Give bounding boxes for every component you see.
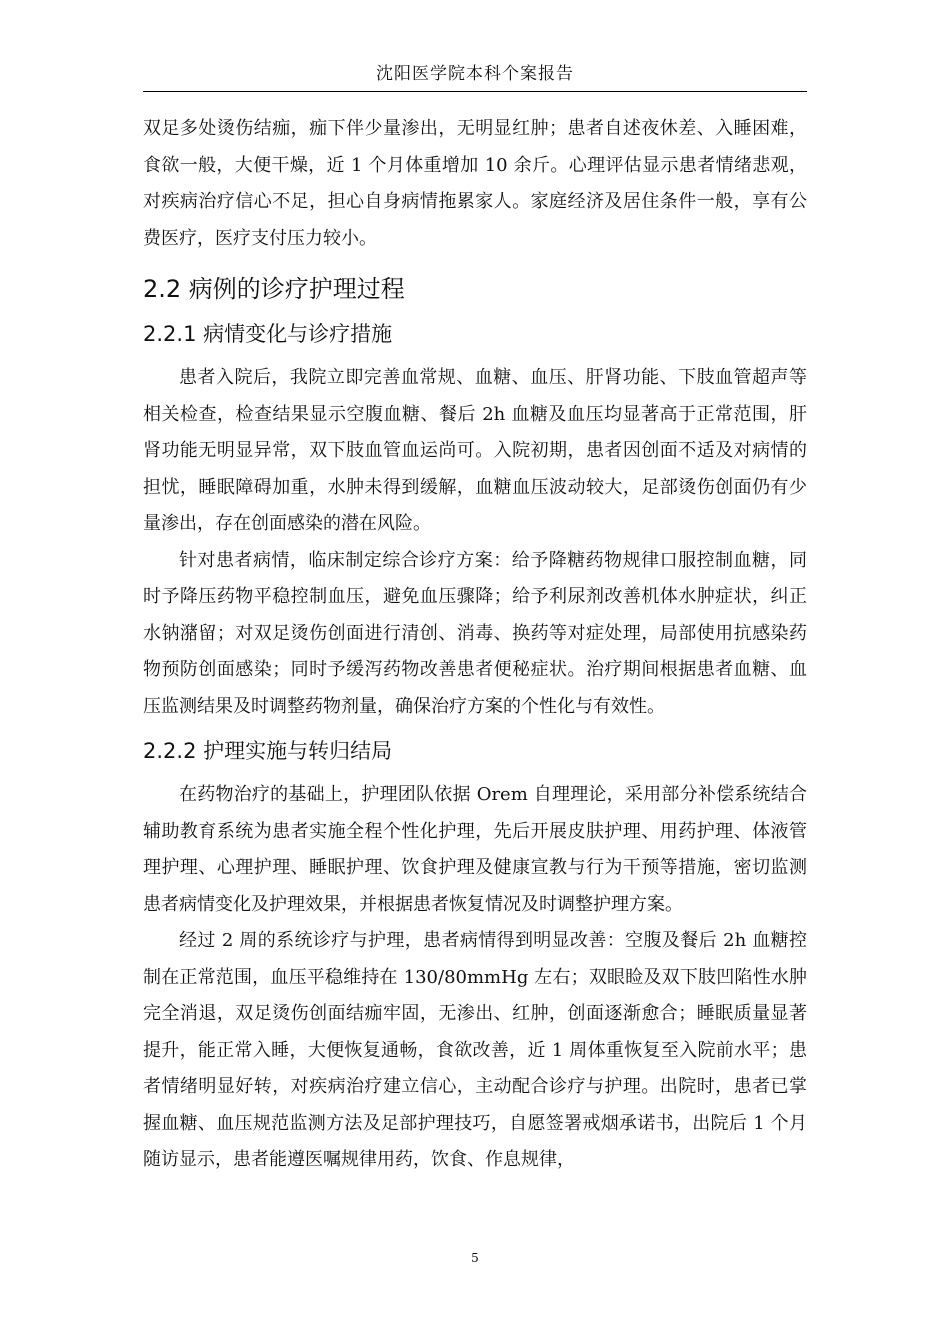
paragraph-continued-assessment: 双足多处烫伤结痂，痂下伴少量渗出，无明显红肿；患者自述夜休差、入睡困难，食欲一般，大便干燥，近 1 个月体重增加 10 余斤。心理评估显示患者情绪悲观，对疾病治疗信心不足，担心自身病情拖累家人。家庭经济及居住条件一般，享有公费医疗，医疗支付压力较小。	[143, 118, 807, 249]
paragraph-admission-exams: 患者入院后，我院立即完善血常规、血糖、血压、肝肾功能、下肢血管超声等相关检查，检查结果显示空腹血糖、餐后 2h 血糖及血压均显著高于正常范围，肝肾功能无明显异常，双下肢血管血运尚可。入院初期，患者因创面不适及对病情的担忧，睡眠障碍加重，水肿未得到缓解，血糖血压波动较大，足部烫伤创面仍有少量渗出，存在创面感染的潜在风险。	[143, 367, 807, 534]
section-heading-2-2: 2.2 病例的诊疗护理过程	[143, 275, 405, 303]
header-divider	[143, 91, 807, 92]
running-header-title: 沈阳医学院本科个案报告	[376, 64, 574, 84]
subsection-heading-2-2-2: 2.2.2 护理实施与转归结局	[143, 739, 393, 763]
paragraph-outcome: 经过 2 周的系统诊疗与护理，患者病情得到明显改善：空腹及餐后 2h 血糖控制在正常范围，血压平稳维持在 130/80mmHg 左右；双眼睑及双下肢凹陷性水肿完全消退，双足烫伤创面结痂牢固，无渗出、红肿，创面逐渐愈合；睡眠质量显著提升，能正常入睡，大便恢复通畅，食欲改善，近 1 周体重恢复至入院前水平；患者情绪明显好转，对疾病治疗建立信心，主动配合诊疗与护理。出院时，患者已掌握血糖、血压规范监测方法及足部护理技巧，自愿签署戒烟承诺书，出院后 1 个月随访显示，患者能遵医嘱规律用药，饮食、作息规律，	[143, 930, 807, 1170]
subsection-heading-2-2-1: 2.2.1 病情变化与诊疗措施	[143, 322, 393, 346]
page-number: 5	[471, 1251, 479, 1265]
paragraph-nursing-implementation: 在药物治疗的基础上，护理团队依据 Orem 自理理论，采用部分补偿系统结合辅助教育系统为患者实施全程个性化护理，先后开展皮肤护理、用药护理、体液管理护理、心理护理、睡眠护理、饮食护理及健康宣教与行为干预等措施，密切监测患者病情变化及护理效果，并根据患者恢复情况及时调整护理方案。	[143, 784, 807, 915]
paragraph-treatment-plan: 针对患者病情，临床制定综合诊疗方案：给予降糖药物规律口服控制血糖，同时予降压药物平稳控制血压，避免血压骤降；给予利尿剂改善机体水肿症状，纠正水钠潴留；对双足烫伤创面进行清创、消毒、换药等对症处理，局部使用抗感染药物预防创面感染；同时予缓泻药物改善患者便秘症状。治疗期间根据患者血糖、血压监测结果及时调整药物剂量，确保治疗方案的个性化与有效性。	[143, 549, 807, 717]
page-body	[143, 111, 807, 1179]
